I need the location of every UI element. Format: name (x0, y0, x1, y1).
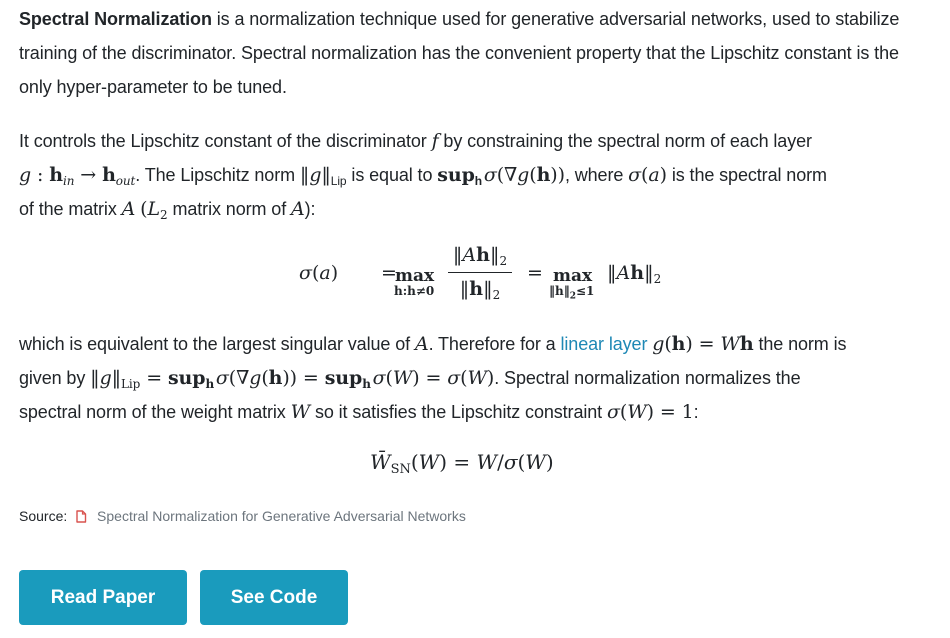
p2-text-7: of the matrix (19, 199, 122, 219)
p3-text-7: so it satisfies the Lipschitz constraint (310, 402, 607, 422)
p3-text-6: spectral norm of the weight matrix (19, 402, 291, 422)
math-constraint: σ(W) = 1 (606, 401, 694, 423)
math-A: A (121, 198, 136, 220)
intro-paragraph (19, 2, 935, 104)
p2-text-6: is the spectral norm (666, 165, 827, 185)
p2-text-1: It controls the Lipschitz constant of the discriminator (19, 131, 432, 151)
p2-text-5: , where (564, 165, 629, 185)
p2-text-3: . The Lipschitz norm (135, 165, 300, 185)
p3-text-1: which is equivalent to the largest singular value of (19, 334, 415, 354)
source-line (19, 508, 466, 524)
math-lip-equality: $‖g‖_{Lip} = sup_h$ σ(∇g(h)) = sup$_h$ σ(W) = σ(W) (90, 367, 495, 391)
intro-text: is a normalization technique used for generative adversarial networks, used to stabilize training of the discriminator. Spectral normalization has the convenient property that the Lipschitz constant is the only hyper-parameter to be tuned. (19, 9, 900, 97)
math-sigma-a: σ(a) (628, 164, 667, 186)
p3-text-3: the norm is (753, 334, 847, 354)
source-label: Source: (19, 508, 68, 524)
singular-value-paragraph: which is equivalent to the largest singular value of A. Therefore for a linear layer g(h) = Wh the norm is given by $‖g‖_{Lip} = sup_h$ σ(∇g(h)) = sup$_h$ σ(W) = σ(W). Spectral normalization normalizes the spectral norm of the weight matrix W so it satisfies the Lipschitz constraint σ(W) = 1: (19, 333, 847, 423)
p3-text-4: given by (19, 368, 91, 388)
lipschitz-paragraph: It controls the Lipschitz constant of the discriminator f by constraining the spectral norm of each layer g : $h_{in} \to h_{out}$. The Lipschitz norm $‖g‖_{Lip}$ is equal to sup$_h$ σ(∇g(h)), where σ(a) is the spectral norm of the matrix A ($L_2$ matrix norm of A): (19, 130, 827, 222)
math-layer-map: g (19, 164, 32, 186)
equation-fraction: $‖Ah‖_2$ $‖h‖_2$ (448, 240, 512, 303)
p3-text-8: : (693, 402, 699, 422)
normalized-weight-equation: $W̄_{SN}(W) = W/\sigma(W)$ (370, 450, 554, 477)
p2-text-4: is equal to (346, 165, 438, 185)
p2-text-2: by constraining the spectral norm of each layer (438, 131, 812, 151)
spectral-norm-equation: σ(a) = max h:h≠0 $‖Ah‖_2$ $‖h‖_2$ = max $‖h‖_2\le 1$ $‖Ah‖_2$ (299, 240, 719, 310)
math-sup: sup (437, 164, 475, 186)
read-paper-button[interactable]: Read Paper (19, 570, 187, 625)
p3-text-2: . Therefore for a (428, 334, 561, 354)
source-paper-link[interactable]: Spectral Normalization for Generative Adversarial Networks (97, 508, 466, 524)
see-code-button[interactable]: See Code (200, 570, 348, 625)
pdf-icon (75, 510, 87, 523)
p2-text-9: ): (304, 199, 316, 219)
math-linear-layer: g(h) = Wh (652, 333, 754, 355)
linear-layer-link[interactable]: linear layer (560, 334, 648, 354)
p3-text-5: . Spectral normalization normalizes the (494, 368, 801, 388)
method-term: Spectral Normalization (19, 9, 212, 29)
math-lip-norm: ‖g‖ (299, 164, 331, 186)
math-f: f (431, 130, 439, 152)
p2-text-8: matrix norm of (167, 199, 292, 219)
